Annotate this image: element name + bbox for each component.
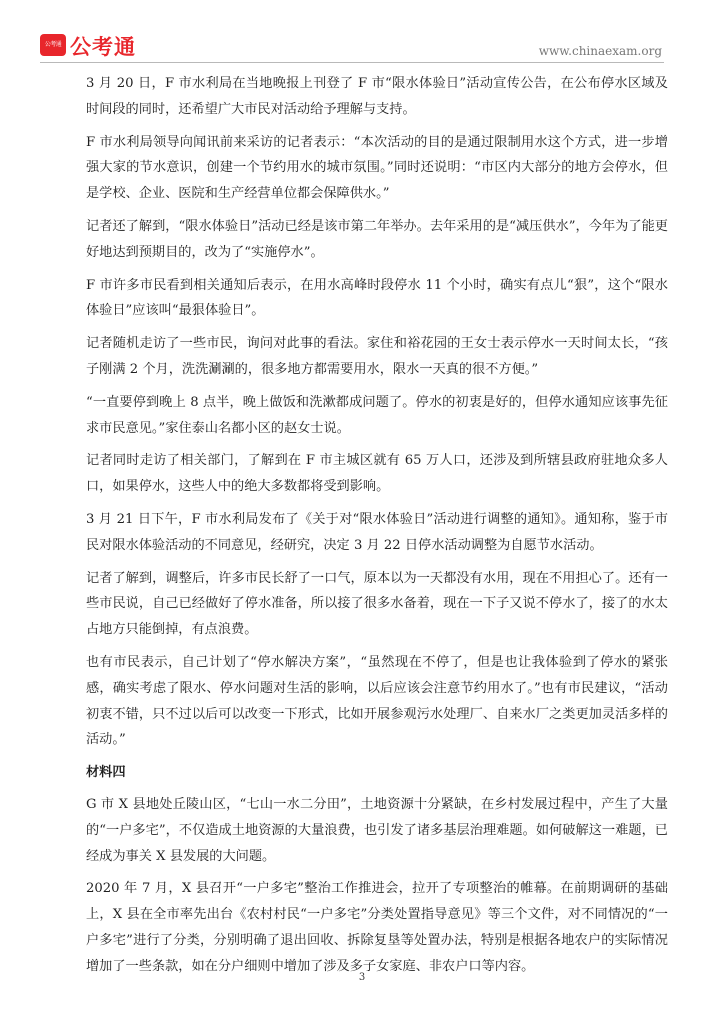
paragraph: F 市水利局领导向闻讯前来采访的记者表示：“本次活动的目的是通过限制用水这个方式，进一步增强大家的节水意识，创建一个节约用水的城市氛围。”同时还说明：“市区内大部分的地方会停水，但是学校、企业、医院和生产经营单位都会保障供水。”: [86, 134, 668, 202]
paragraph: 记者同时走访了相关部门，了解到在 F 市主城区就有 65 万人口，还涉及到所辖县政府驻地众多人口，如果停水，这些人中的绝大多数都将受到影响。: [86, 453, 668, 495]
paragraph: G 市 X 县地处丘陵山区，“七山一水二分田”，土地资源十分紧缺，在乡村发展过程中，产生了大量的“一户多宅”，不仅造成土地资源的大量浪费，也引发了诸多基层治理难题。如何破解这一难题，已经成为事关 X 县发展的大问题。: [86, 796, 668, 864]
section-heading: 材料四: [86, 765, 126, 781]
paragraph: 3 月 20 日，F 市水利局在当地晚报上刊登了 F 市“限水体验日”活动宣传公告，在公布停水区域及时间段的同时，还希望广大市民对活动给予理解与支持。: [86, 76, 668, 117]
logo-text: 公考通: [70, 35, 136, 59]
page-header: [0, 0, 724, 66]
logo-badge-icon: 公考通: [40, 34, 66, 56]
paragraph: 2020 年 7 月，X 县召开“一户多宅”整治工作推进会，拉开了专项整治的帷幕。在前期调研的基础上，X 县在全市率先出台《农村村民“一户多宅”分类处置指导意见》等三个文件，对不同情况的“一户多宅”进行了分类，分别明确了退出回收、拆除复垦等处置办法，特别是根据各地农户的实际情况增加了一些条款，如在分户细则中增加了涉及多子女家庭、非农户口等内容。: [86, 881, 668, 974]
paragraph: 记者了解到，调整后，许多市民长舒了一口气，原本以为一天都没有水用，现在不用担心了。还有一些市民说，自己已经做好了停水准备，所以接了很多水备着，现在一下子又说不停水了，接了的水太占地方只能倒掉，有点浪费。: [86, 570, 668, 638]
paragraph: 记者还了解到，“限水体验日”活动已经是该市第二年举办。去年采用的是“减压供水”，今年为了能更好地达到预期目的，改为了“实施停水”。: [86, 218, 668, 260]
paragraph: F 市许多市民看到相关通知后表示，在用水高峰时段停水 11 个小时，确实有点儿“狠”，这个“限水体验日”应该叫“最狠体验日”。: [86, 277, 668, 319]
paragraph: “一直要停到晚上 8 点半，晚上做饭和洗漱都成问题了。停水的初衷是好的，但停水通知应该事先征求市民意见。”家住泰山名都小区的赵女士说。: [86, 394, 668, 436]
paragraph: 记者随机走访了一些市民，询问对此事的看法。家住和裕花园的王女士表示停水一天时间太长，“孩子刚满 2 个月，洗洗涮涮的，很多地方都需要用水，限水一天真的很不方便。”: [86, 336, 668, 377]
site-url: www.chinaexam.org: [538, 44, 662, 58]
paragraph: 3 月 21 日下午，F 市水利局发布了《关于对“限水体验日”活动进行调整的通知》。通知称，鉴于市民对限水体验活动的不同意见，经研究，决定 3 月 22 日停水活动调整为自愿节水活动。: [86, 511, 668, 553]
page-number: 3: [358, 972, 366, 983]
header-divider: [40, 62, 664, 63]
document-body: [86, 71, 668, 987]
paragraph: 也有市民表示，自己计划了“停水解决方案”，“虽然现在不停了，但是也让我体验到了停水的紧张感，确实考虑了限水、停水问题对生活的影响，以后应该会注意节约用水了。”也有市民建议，“活动初衷不错，只不过以后可以改变一下形式，比如开展参观污水处理厂、自来水厂之类更加灵活多样的活动。”: [86, 654, 668, 748]
